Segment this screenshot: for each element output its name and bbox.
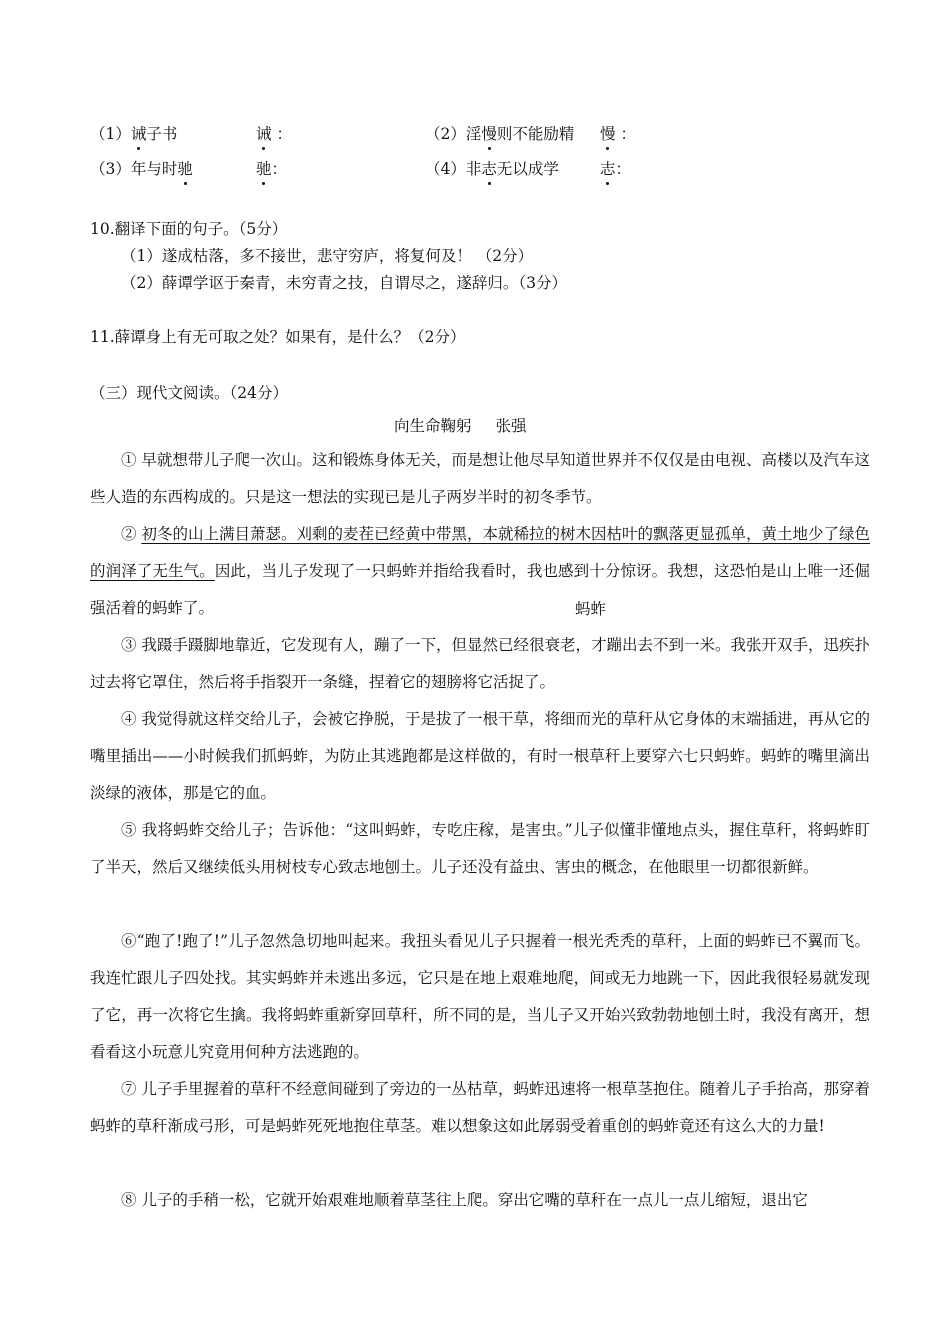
key-char: 诫 xyxy=(256,122,272,144)
paragraph-7: ⑦ 儿子手里握着的草秆不经意间碰到了旁边的一丛枯草，蚂蚱迅速将一根草茎抱住。随着儿子手抬高，那穿着蚂蚱的草秆渐成弓形，可是蚂蚱死死地抱住草茎。难以想象这如此孱弱受着重创的蚂蚱竟还有这么大的力量! xyxy=(90,1080,870,1135)
q9-item-2 xyxy=(425,122,574,144)
dotted-char: 慢 xyxy=(481,122,497,144)
paragraph-1: ① 早就想带儿子爬一次山。这和锻炼身体无关，而是想让他尽早知道世界并不仅仅是由电视、高楼以及汽车这些人造的东西构成的。只是这一想法的实现已是儿子两岁半时的初冬季节。 xyxy=(90,451,870,506)
q9-key-3 xyxy=(256,157,287,179)
paragraph-4: ④ 我觉得就这样交给儿子，会被它挣脱，于是拔了一根干草，将细而光的草秆从它身体的末端插进，再从它的嘴里插出——小时候我们抓蚂蚱，为防止其逃跑都是这样做的，有时一根草秆上要穿六七只蚂蚱。蚂蚱的嘴里滴出淡绿的液体，那是它的血。 xyxy=(90,710,870,802)
article-author: 张强 xyxy=(495,417,527,435)
key-char: 慢 xyxy=(600,122,616,144)
q11-title: 11.薛谭身上有无可取之处？如果有，是什么？（2分） xyxy=(90,328,466,346)
q10-sentence-2: （2）薛谭学讴于秦青，未穷青之技，自谓尽之，遂辞归。（3分） xyxy=(121,274,567,292)
q10-sentence-1: （1）遂成枯落，多不接世，悲守穷庐，将复何及！ （2分） xyxy=(121,247,534,265)
item-number: （1） xyxy=(90,125,131,143)
q9-key-1 xyxy=(256,122,292,144)
key-suffix: ： xyxy=(271,160,288,178)
key-char: 驰 xyxy=(256,157,272,179)
paragraph-2 xyxy=(90,516,870,627)
key-char: 志 xyxy=(600,157,616,179)
q9-item-4 xyxy=(425,157,559,179)
item-number: （3） xyxy=(90,160,131,178)
phrase-post: 子书 xyxy=(146,125,178,143)
key-suffix: ： xyxy=(615,125,636,143)
paragraph-number: ② xyxy=(121,525,142,543)
q10-title: 10.翻译下面的句子。（5分） xyxy=(90,220,288,238)
dotted-char: 诫 xyxy=(131,122,147,144)
floating-word: 蚂蚱 xyxy=(575,600,607,618)
section-heading: （三）现代文阅读。（24分） xyxy=(90,384,288,402)
q9-key-4 xyxy=(600,157,631,179)
paragraph-text: 因此，当儿子发现了一只蚂蚱并指给我看时，我也感到十分惊讶。我想，这恐怕是山上唯一还倔强活着的蚂蚱了。 xyxy=(90,562,870,617)
phrase-pre: 非 xyxy=(465,160,482,178)
key-suffix: ： xyxy=(271,125,292,143)
q9-item-3 xyxy=(90,157,193,179)
key-suffix: ： xyxy=(615,160,632,178)
phrase-pre: 年与时 xyxy=(130,160,178,178)
phrase-pre: 淫 xyxy=(465,125,482,143)
paragraph-5: ⑤ 我将蚂蚱交给儿子；告诉他：“这叫蚂蚱，专吃庄稼，是害虫。”儿子似懂非懂地点头，握住草秆，将蚂蚱盯了半天，然后又继续低头用树枝专心致志地刨土。儿子还没有益虫、害虫的概念，在他眼里一切都很新鲜。 xyxy=(90,821,870,876)
paragraph-8: ⑧ 儿子的手稍一松，它就开始艰难地顺着草茎往上爬。穿出它嘴的草秆在一点儿一点儿缩短，退出它 xyxy=(121,1191,808,1209)
paragraph-6: ⑥“跑了!跑了!”儿子忽然急切地叫起来。我扭头看见儿子只握着一根光秃秃的草秆，上面的蚂蚱已不翼而飞。我连忙跟儿子四处找。其实蚂蚱并未逃出多远，它只是在地上艰难地爬，间或无力地跳一下，因此我很轻易就发现了它，再一次将它生擒。我将蚂蚱重新穿回草秆，所不同的是，当儿子又开始兴致勃勃地刨土时，我没有离开，想看看这小玩意儿究竟用何种方法逃跑的。 xyxy=(90,932,870,1061)
phrase-post: 则不能励精 xyxy=(496,125,575,143)
dotted-char: 驰 xyxy=(177,157,193,179)
paragraph-3: ③ 我蹑手蹑脚地靠近，它发现有人，蹦了一下，但显然已经很衰老，才蹦出去不到一米。我张开双手，迅疾扑过去将它罩住，然后将手指裂开一条缝，捏着它的翅膀将它活捉了。 xyxy=(90,636,870,691)
article-title xyxy=(394,414,527,436)
item-number: （2） xyxy=(425,125,466,143)
phrase-post: 无以成学 xyxy=(496,160,559,178)
dotted-char: 志 xyxy=(481,157,497,179)
article-title-text: 向生命鞠躬 xyxy=(394,417,472,435)
q9-item-1 xyxy=(90,122,177,144)
q9-key-2 xyxy=(600,122,636,144)
item-number: （4） xyxy=(425,160,466,178)
underlined-sentence: 初冬的山上满目萧瑟。刈剩的麦茬已经黄中带黑，本就稀拉的树木因枯叶的飘落更显孤单，黄土地少了绿色的润泽了无生气。 xyxy=(90,525,870,580)
